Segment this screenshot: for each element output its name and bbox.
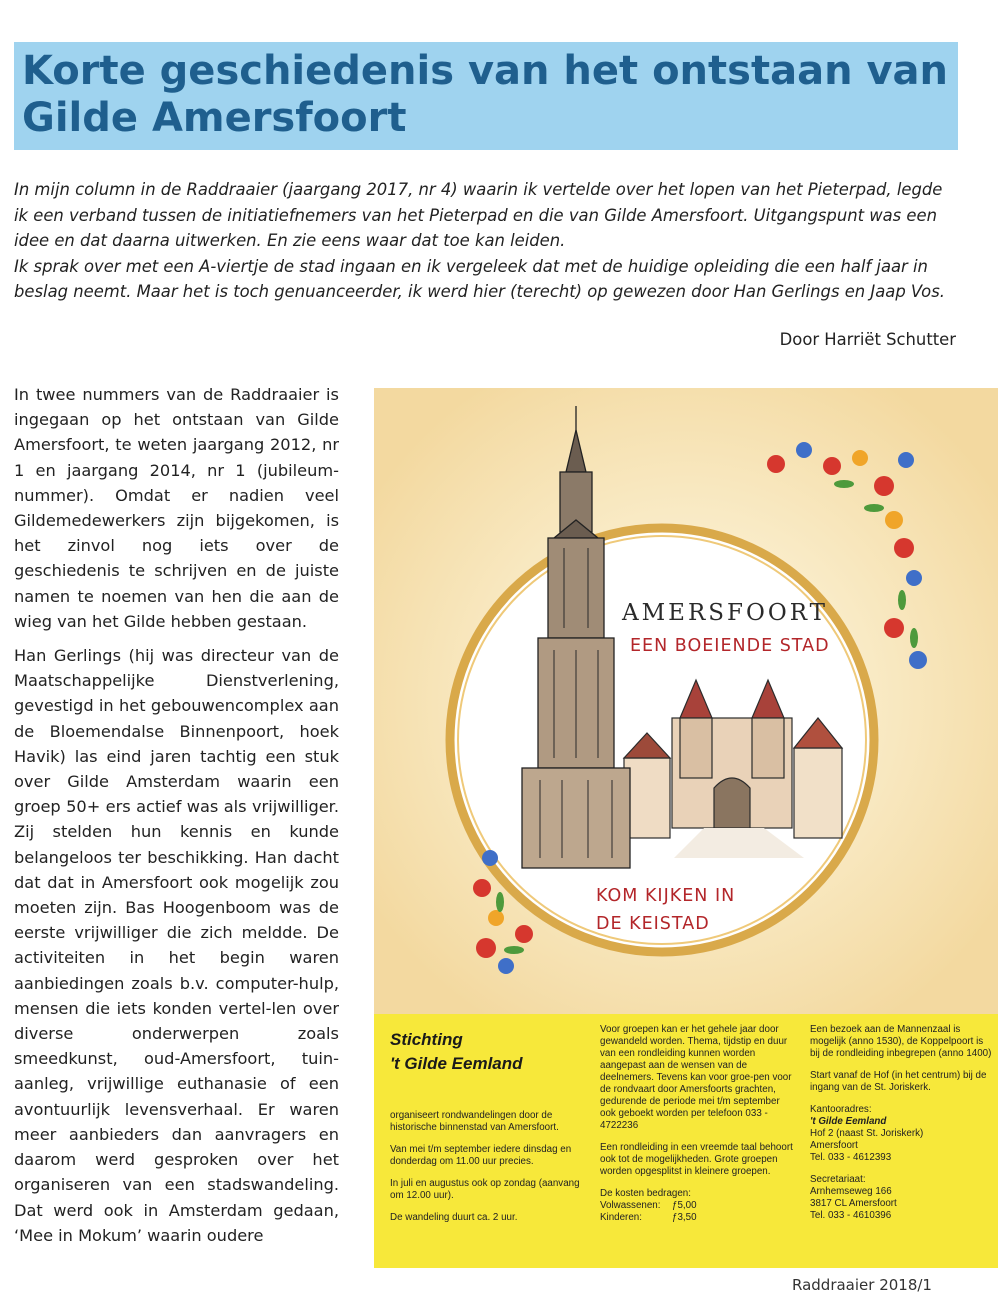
flyer-text: De wandeling duurt ca. 2 uur. bbox=[390, 1212, 518, 1223]
address-line: 3817 CL Amersfoort bbox=[810, 1198, 897, 1209]
flyer-text: Start vanaf de Hof (in het centrum) bij de ingang van de St. Joriskerk. bbox=[810, 1070, 987, 1093]
cost-row bbox=[600, 1200, 720, 1212]
org-name-line: Stichting bbox=[390, 1030, 463, 1049]
address-line: Hof 2 (naast St. Joriskerk) bbox=[810, 1128, 924, 1139]
flyer-organisation-name bbox=[390, 1028, 580, 1076]
flyer-info-banner bbox=[374, 1014, 998, 1268]
poster-slogan bbox=[596, 882, 816, 938]
body-paragraph: In twee nummers van de Raddraaier is ingegaan op het ontstaan van Gilde Amersfoort, te weten jaargang 2012, nr 1 en jaargang 2014, nr 1 (jubileum-nummer). Omdat er nadien veel Gildemedewerkers zijn bijgekomen, is het zinvol nog iets over de geschiedenis te schrijven en de juiste namen te noemen van hen die aan de wieg van het Gilde hebben gestaan. bbox=[14, 385, 339, 631]
secretariat-address bbox=[810, 1174, 992, 1222]
cost-row bbox=[600, 1212, 720, 1224]
address-line: Secretariaat: bbox=[810, 1174, 866, 1185]
address-line: Tel. 033 - 4610396 bbox=[810, 1210, 892, 1221]
article-body bbox=[14, 382, 339, 1272]
flyer-column-1 bbox=[390, 1110, 580, 1234]
cost-value: ƒ3,50 bbox=[672, 1212, 697, 1223]
poster-image bbox=[374, 388, 998, 1268]
cost-label: Kinderen: bbox=[600, 1212, 642, 1223]
intro-paragraph: Ik sprak over met een A-viertje de stad ingaan en ik vergeleek dat met de huidige opleiding die een half jaar in beslag neemt. Maar het is toch genuanceerder, ik werd hier (terecht) op gewezen door Han Gerlings en Jaap Vos. bbox=[14, 256, 945, 301]
flyer-text: Een bezoek aan de Mannenzaal is mogelijk (anno 1530), de Koppelpoort is bij de rondleiding inbegrepen (anno 1400) bbox=[810, 1024, 992, 1059]
flyer-column-2 bbox=[600, 1024, 796, 1224]
poster-city-name: AMERSFOORT bbox=[622, 600, 828, 626]
cost-heading: De kosten bedragen: bbox=[600, 1188, 691, 1199]
flyer-text: Een rondleiding in een vreemde taal behoort ook tot de mogelijkheden. Grote groepen worden opgesplitst in kleinere groepen. bbox=[600, 1142, 793, 1177]
poster-subtitle: EEN BOEIENDE STAD bbox=[630, 636, 830, 656]
article-title: Korte geschiedenis van het ontstaan van Gilde Amersfoort bbox=[22, 48, 949, 141]
intro-text bbox=[14, 177, 960, 305]
address-line: Kantooradres: bbox=[810, 1104, 872, 1115]
flyer-text: Voor groepen kan er het gehele jaar door gewandeld worden. Thema, tijdstip en duur van een rondleiding kunnen worden aangepast aan de wensen van de deelnemers. Tevens kan voor groe-pen voor de rondvaart door Amersfoorts grachten, gedurende de periode mei t/m september ook geboekt worden per telefoon 033 - 4722236 bbox=[600, 1024, 792, 1131]
cost-value: ƒ5,00 bbox=[672, 1200, 697, 1211]
org-name-line: 't Gilde Eemland bbox=[390, 1054, 523, 1073]
flyer-column-3 bbox=[810, 1024, 992, 1222]
cost-label: Volwassenen: bbox=[600, 1200, 661, 1211]
address-line: 't Gilde Eemland bbox=[810, 1116, 887, 1127]
address-line: Tel. 033 - 4612393 bbox=[810, 1152, 892, 1163]
intro-paragraph: In mijn column in de Raddraaier (jaargang 2017, nr 4) waarin ik vertelde over het lopen van het Pieterpad, legde ik een verband tussen de initiatiefnemers van het Pieterpad en die van Gilde Amersfoort. Uitgangspunt was een idee en dat daarna uitwerken. En zie eens waar dat toe kan leiden. bbox=[14, 180, 943, 250]
address-line: Arnhemseweg 166 bbox=[810, 1186, 892, 1197]
address-line: Amersfoort bbox=[810, 1140, 858, 1151]
flyer-text: Van mei t/m september iedere dinsdag en donderdag om 11.00 uur precies. bbox=[390, 1144, 572, 1167]
slogan-line: DE KEISTAD bbox=[596, 914, 710, 934]
slogan-line: KOM KIJKEN IN bbox=[596, 886, 736, 906]
flyer-text: In juli en augustus ook op zondag (aanvang om 12.00 uur). bbox=[390, 1178, 580, 1201]
body-paragraph: Han Gerlings (hij was directeur van de Maatschappelijke Dienstverlening, gevestigd in het gebouwencomplex aan de Bloemendalse Binnenpoort, hoek Havik) las eind jaren tachtig een stuk over Gilde Amsterdam waarin een groep 50+ ers actief was als vrijwilliger. Zij stelden hun kennis en kunde belangeloos ter beschikking. Han dacht dat dat in Amersfoort ook mogelijk zou moeten zijn. Bas Hoogenboom was de eerste vrijwilliger die zich meldde. De activiteiten in het begin waren aanbiedingen zoals b.v. computer-hulp, mensen die iets konden vertel-len over diverse onderwerpen zoals smeedkunst, oud-Amersfoort, tuin-aanleg, vrijwillige euthanasie of een avontuurlijk levensverhaal. Er waren meer aanbieders dan aanvragers en daarom werd gesproken over het organiseren van een stadswandeling. Dat werd ook in Amsterdam gedaan, ‘Mee in Mokum’ waarin oudere bbox=[14, 646, 339, 1245]
flyer-text: organiseert rondwandelingen door de historische binnenstad van Amersfoort. bbox=[390, 1110, 559, 1133]
byline: Door Harriët Schutter bbox=[779, 330, 956, 349]
page-footer: Raddraaier 2018/1 bbox=[792, 1276, 932, 1294]
office-address bbox=[810, 1104, 992, 1164]
